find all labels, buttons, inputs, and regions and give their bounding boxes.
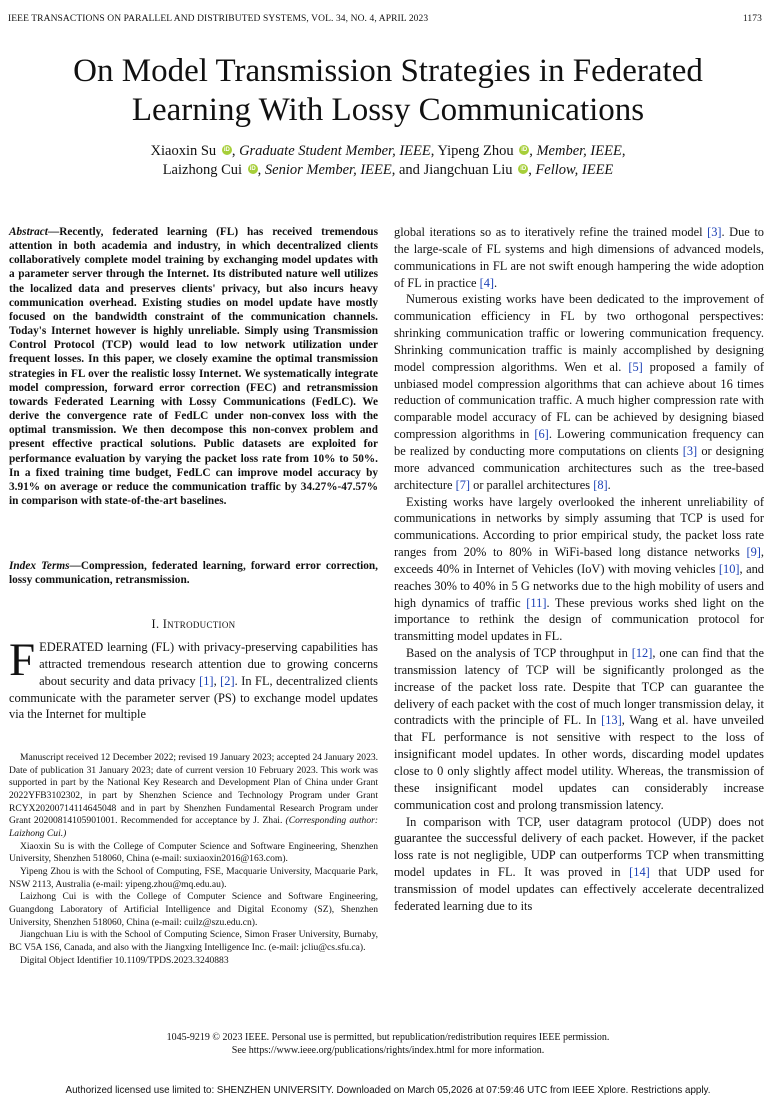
separator: , [529, 143, 537, 159]
intro-text: EDERATED learning (FL) with privacy-preserving capabilities has attracted tremendous research attention due to growing concerns about security and data privacy [1], [2]. In FL, decentralized clients communicate with the parameter server (PS) to exchange model updates via the Internet for multiple [9, 640, 379, 722]
footnote: Manuscript received 12 December 2022; revised 19 January 2023; accepted 24 January 2023. Date of publication 31 January 2023; date of current version 10 February 2023. This work was supported in part by the National Key Research and Development Plan of China under Grant 2022YFB3102302, in part by Shenzhen Science and Technology Program under Grant RCYX20200714114645048 and in part by Shenzhen Fundamental Research Program under Grant 20200814105901001. Recommended for acceptance by J. Zhai. (Corresponding author: Laizhong Cui.) [9, 752, 378, 839]
body-paragraph: In comparison with TCP, user datagram protocol (UDP) does not guarantee the successful delivery of each packet. However, if the packet loss rate is not negligible, UDP can outperforms TCP when transmitting model updates in FL. It was proved in [14] that UDP used for transmission of model updates can effectively accelerate decentralized federated learning due to its [394, 814, 764, 913]
citation-link[interactable]: [4] [479, 275, 495, 290]
footnote: Jiangchuan Liu is with the School of Computing Science, Simon Fraser University, Burnaby, BC V5A 1S6, Canada, and also with the Jiangxing Intelligence Inc. (e-mail: jcliu@cs.sfu.ca). [9, 929, 378, 953]
footnote: Yipeng Zhou is with the School of Computing, FSE, Macquarie University, Macquarie Park, NSW 2113, Australia (e-mail: yipeng.zhou@mq.edu.au). [9, 865, 378, 890]
abstract-text: —Recently, federated learning (FL) has received tremendous attention in both academia and industry, in which decentralized clients collaboratively complete model training by exchanging model updates with a parameter server through the Internet. Its distributed nature well utilizes the localized data and preserves clients' privacy, but also incurs heavy communication overhead. Existing studies on model update have mostly focused on the bandwidth constraint of the communication channels. Today's Internet however is highly unreliable. Simply using Transmission Control Protocol (TCP) would lead to low network utilization under frequent losses. In this paper, we closely examine the optimal transmission strategies in FL over the realistic lossy Internet. We systematically integrate model compression, forward error correction (FEC) and retransmission towards Federated Learning with Lossy Communications (FedLC). We derive the convergence rate of FedLC under non-convex loss with the optimal transmission. We then decompose this non-convex problem and present effective practical solutions. Public datasets are exploited for performance evaluation by varying the packet loss rate from 10% to 50%. In a fixed training time budget, FedLC can improve model accuracy by 3.91% on average or reduce the communication traffic by 34.27%-47.57% in comparison with state-of-the-art baselines. [9, 226, 378, 507]
citation-link[interactable]: [11] [526, 595, 547, 610]
separator: , [257, 162, 265, 178]
footnote: Laizhong Cui is with the College of Computer Science and Software Engineering, Guangdong Laboratory of Artificial Intelligence and Digital Economy (SZ), Shenzhen University, Shenzhen 518060, China (e-mail: cuilz@szu.edu.cn). [9, 891, 378, 928]
citation-link[interactable]: [9] [746, 545, 761, 560]
author-name: Xiaoxin Su [150, 143, 217, 159]
citation-link[interactable]: [3] [707, 225, 722, 239]
orcid-icon[interactable]: iD [520, 166, 527, 172]
citation-link[interactable]: [5] [628, 359, 643, 374]
author-role: Member, IEEE [536, 143, 622, 159]
citation-link[interactable]: [12] [631, 646, 653, 661]
drop-cap: F [9, 634, 36, 686]
author-line-2 [0, 161, 776, 180]
title-line-1: On Model Transmission Strategies in Federated [73, 53, 703, 89]
index-terms [9, 559, 378, 587]
author-role: Graduate Student Member, IEEE [239, 143, 431, 159]
page-number: 1173 [742, 14, 762, 24]
author-line-1 [0, 142, 776, 161]
intro-paragraph [9, 634, 379, 723]
title-line-2: Learning With Lossy Communications [131, 92, 645, 128]
orcid-icon[interactable]: iD [223, 147, 230, 153]
author-name: Laizhong Cui [162, 162, 243, 178]
separator: , [231, 143, 240, 159]
footnote: Xiaoxin Su is with the College of Computer Science and Software Engineering, Shenzhen University, Shenzhen 518060, China (e-mail: suxiaoxin2016@163.com). [9, 840, 378, 865]
paper-title [0, 52, 776, 130]
citation-link[interactable]: [1] [199, 673, 214, 688]
separator: , [430, 143, 438, 159]
index-terms-text: —Compression, federated learning, forward error correction, lossy communication, retransmission. [9, 560, 378, 587]
citation-link[interactable]: [14] [629, 865, 650, 880]
author-role: Fellow, IEEE [535, 162, 614, 178]
author-name: Jiangchuan Liu [423, 162, 513, 178]
citation-link[interactable]: [10] [718, 561, 740, 576]
copyright-line-2: See https://www.ieee.org/publications/rights/index.html for more information. [231, 1045, 545, 1056]
citation-link[interactable]: [13] [601, 713, 622, 728]
body-paragraph: global iterations so as to iteratively refine the trained model [3]. Due to the large-scale of FL systems and high dimensions of advanced models, communications in FL are not swift enough hampering the wide adoption of FL in practice [4]. [394, 225, 764, 290]
citation-link[interactable]: [6] [534, 427, 549, 442]
abstract-label: Abstract [9, 226, 48, 238]
citation-link[interactable]: [7] [455, 477, 471, 492]
body-paragraph: Existing works have largely overlooked the inherent unreliability of communications in networks by simply assuming that TCP is used for communications. According to prior empirical study, the packet loss rate ranges from 20% to 80% in WiFi-based long distance networks [9], exceeds 40% in Internet of Vehicles (IoV) with moving vehicles [10], and reaches 30% to 40% in 5 G networks due to the high mobility of users and high dynamics of traffic [11]. These previous works shed light on the importance to rethink the design of communication protocol for transmitting model updates in FL. [394, 494, 764, 644]
copyright-notice [0, 1031, 776, 1057]
section-heading: I. Introduction [151, 617, 236, 631]
right-column [394, 224, 764, 915]
author-name: Yipeng Zhou [437, 143, 514, 159]
authorized-use-notice: Authorized licensed use limited to: SHENZHEN UNIVERSITY. Downloaded on March 05,2026 at 07:59:46 UTC from IEEE Xplore. Restrictions apply. [65, 1085, 711, 1096]
separator: , and [391, 162, 424, 178]
separator: , [621, 143, 626, 159]
footnotes [9, 752, 378, 967]
body-paragraph: Based on the analysis of TCP throughput in [12], one can find that the transmission latency of TCP will be significantly prolonged as the increase of the packet loss rate. Despite that TCP can guarantee the delivery of each packet with the cost of much longer transmission delay, it contradicts with the principle of FL. In [13], Wang et al. have unveiled that FL performance is not sensitive with respect to the loss of insignificant model updates. In other words, discarding model updates close to 0 only slightly affect model utility. Whereas, the transmission of these insignificant model updates can considerably increase communication cost and prolong transmission latency. [394, 646, 764, 812]
citation-link[interactable]: [8] [593, 477, 608, 492]
citation-link[interactable]: [3] [682, 443, 698, 458]
orcid-icon[interactable]: iD [521, 147, 528, 153]
author-role: Senior Member, IEEE [264, 162, 392, 178]
separator: , [528, 162, 536, 178]
abstract [9, 225, 378, 508]
italic-text: (Corresponding author: Laizhong Cui.) [9, 815, 378, 839]
copyright-line-1: 1045-9219 © 2023 IEEE. Personal use is permitted, but republication/redistribution requires IEEE permission. [166, 1032, 610, 1043]
footnote: Digital Object Identifier 10.1109/TPDS.2023.3240883 [20, 954, 229, 966]
author-list [0, 142, 776, 180]
orcid-icon[interactable]: iD [249, 166, 256, 172]
running-header: IEEE TRANSACTIONS ON PARALLEL AND DISTRIBUTED SYSTEMS, VOL. 34, NO. 4, APRIL 2023 [8, 14, 429, 24]
index-terms-label: Index Terms [9, 560, 70, 572]
body-paragraph: Numerous existing works have been dedicated to the improvement of communication efficiency in FL by two orthogonal perspectives: shrinking communication traffic or lowering communication frequency. Shrinking communication traffic is mainly accomplished by designing model compression algorithms. Wen et al. [5] proposed a family of unbiased model compression algorithms that can achieve about 16 times reduction of communication traffic. A much higher compression rate with comparable model accuracy of FL can be achieved by designing biased compression algorithms in [6]. Lowering communication frequency can be realized by conducting more computations on clients [3] or designing more advanced communication architectures such as the tree-based architecture [7] or parallel architectures [8]. [394, 292, 765, 492]
citation-link[interactable]: [2] [220, 673, 235, 688]
